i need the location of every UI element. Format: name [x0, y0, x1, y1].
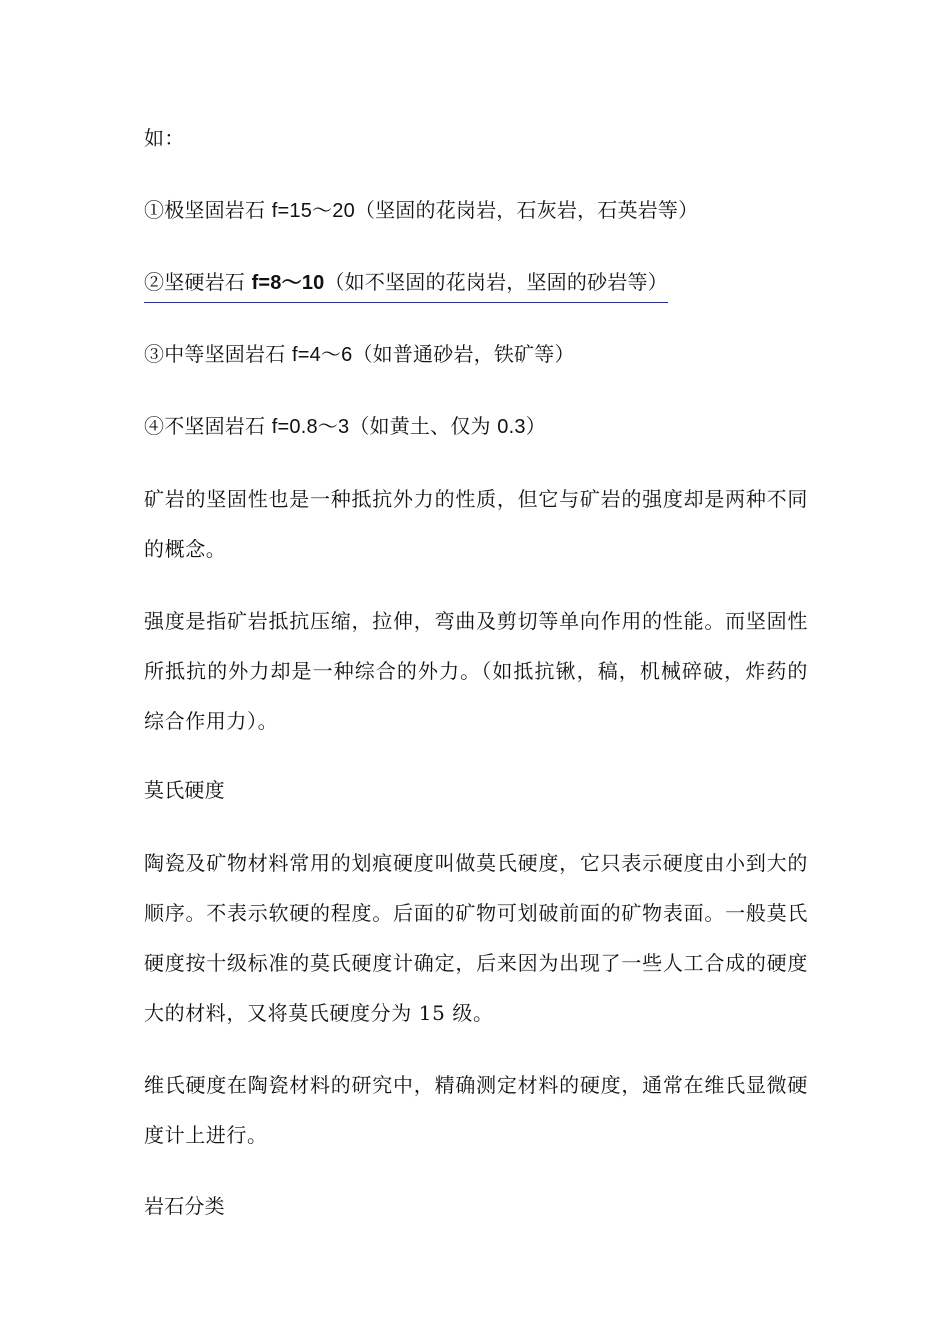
item-name: 不坚固岩石	[164, 414, 272, 438]
paragraph-strength: 强度是指矿岩抵抗压缩，拉伸，弯曲及剪切等单向作用的性能。而坚固性所抵抗的外力却是一种综合的外力。（如抵抗锹，稿，机械碎破，炸药的综合作用力）。	[144, 609, 808, 733]
item-marker: ③	[144, 342, 165, 366]
hardness-item-3	[144, 340, 814, 369]
item-detail: （如不坚固的花岗岩，坚固的砂岩等）	[324, 270, 668, 294]
paragraph-firmness: 矿岩的坚固性也是一种抵抗外力的性质，但它与矿岩的强度却是两种不同的概念。	[144, 487, 808, 561]
paragraph-vickers-hardness: 维氏硬度在陶瓷材料的研究中，精确测定材料的硬度，通常在维氏显微硬度计上进行。	[144, 1073, 808, 1147]
item-formula: f=8～10	[251, 272, 325, 294]
hardness-item-2	[144, 268, 814, 303]
heading-rock-classification: 岩石分类	[144, 1194, 225, 1218]
hardness-item-4	[144, 412, 814, 441]
item-detail-suffix: ）	[525, 414, 546, 438]
heading-mohs-hardness: 莫氏硬度	[144, 778, 225, 802]
hardness-item-1	[144, 196, 814, 225]
item-name: 中等坚固岩石	[164, 342, 292, 366]
paragraph-mohs-hardness: 陶瓷及矿物材料常用的划痕硬度叫做莫氏硬度，它只表示硬度由小到大的顺序。不表示软硬的程度。后面的矿物可划破前面的矿物表面。一般莫氏硬度按十级标准的莫氏硬度计确定，后来因为出现了一些人工合成的硬度大的材料，又将莫氏硬度分为 15 级。	[144, 851, 808, 1025]
item-marker: ④	[144, 414, 165, 438]
item-detail: （如普通砂岩，铁矿等）	[352, 342, 575, 366]
item-detail-prefix: （如黄土、仅为	[349, 414, 498, 438]
underlined-item-text	[144, 268, 668, 303]
item-formula: f=15～20	[271, 200, 355, 222]
item-formula: f=4～6	[291, 344, 353, 366]
item-name: 极坚固岩石	[164, 198, 272, 222]
item-name: 坚硬岩石	[164, 270, 252, 294]
item-marker: ②	[144, 270, 165, 294]
intro-text	[144, 124, 814, 152]
item-detail-value: 0.3	[497, 416, 526, 438]
item-formula: f=0.8～3	[271, 416, 350, 438]
intro-label: 如：	[144, 126, 185, 150]
item-detail: （坚固的花岗岩，石灰岩，石英岩等）	[354, 198, 699, 222]
item-marker: ①	[144, 198, 165, 222]
